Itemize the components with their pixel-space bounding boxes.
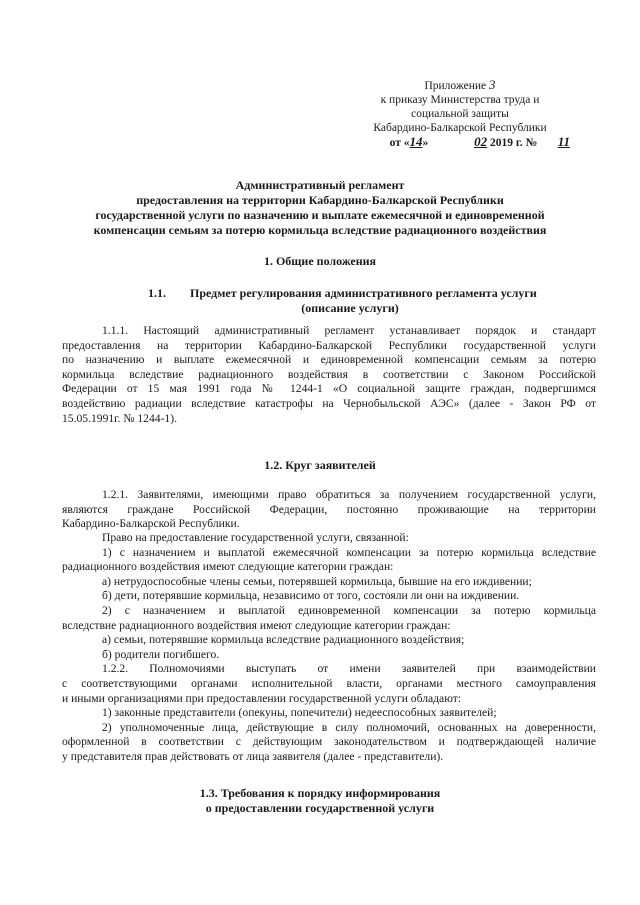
annex-order-number: 11 (557, 134, 570, 149)
section-heading-1: 1. Общие положения (263, 254, 377, 268)
document-title: Административный регламент предоставления на территории Кабардино-Балкарской Республики государственной услуги по назначению и выплате ежемесячной и единовременной компенсации семьям за потерю кормильца вследствие радиационного воздействия (93, 178, 547, 237)
annex-block (340, 78, 580, 150)
subsection-heading-1-1: 1.1. Предмет регулирования административного регламента услуги (описание услуги) (148, 286, 537, 315)
annex-month: 02 (474, 134, 488, 149)
annex-title: Приложение 3 (424, 77, 496, 92)
annex-day: 14 (409, 134, 423, 149)
section-heading-1-3: 1.3. Требования к порядку информирования о предоставлении государственной услуги (199, 786, 441, 815)
paragraph-1-1-1: 1.1.1. Настоящий административный регламент устанавливает порядок и стандарт предоставления на территории Кабардино-Балкарской Республики государственной услуги по назначению и выплате ежемесячной и единовременной компенсации семьям за потерю кормильца вследствие радиационного воздействия в соответствии с Законом Российской Федерации от 15 мая 1991 года № 1244-1 «О социальной защите граждан, подвергшимся воздействию радиации вследствие катастрофы на Чернобыльской АЭС» (далее - Закон РФ от 15.05.1991г. № 1244-1). (62, 324, 596, 425)
annex-line-2: к приказу Министерства труда и (380, 94, 540, 106)
section-heading-1-2: 1.2. Круг заявителей (264, 458, 376, 472)
annex-line-4: Кабардино-Балкарской Республики (373, 122, 547, 134)
paragraph-1-2-1: 1.2.1. Заявителями, имеющими право обратиться за получением государственной услуги, являются граждане Российской Федерации, постоянно проживающие на территории Кабардино-Балкарской Республики. (62, 488, 596, 531)
annex-line-3: социальной защиты (411, 108, 509, 120)
paragraph-rights-list: Право на предоставление государственной услуги, связанной: 1) с назначением и выплатой ежемесячной компенсации за потерю кормильца вследствие радиационного воздействия имеют следующие категории граждан: а) нетрудоспособные члены семьи, потерявшей кормильца, бывшие на его иждивении; б) дети, потерявшие кормильца, независимо от того, состояли ли они на иждивении. 2) с назначением и выплатой единовременной компенсации за потерю кормильца вследствие радиационного воздействия имеют следующие категории граждан: а) семьи, потерявшие кормильца вследствие радиационного воздействия; б) родители погибшего. 1.2.2. Полномочиями выступать от имени заявителей при взаимодействии с соответствующими органами исполнительной власти, органами местного самоуправления и иными организациями при предоставлении государственной услуги обладают: 1) законные представители (опекуны, попечители) недееспособных заявителей; 2) уполномоченные лица, действующие в силу полномочий, основанных на доверенности, оформленной в соответствии с действующим законодательством и подтверждающей наличие у представителя прав действовать от лица заявителя (далее - представители). (62, 531, 596, 763)
annex-date-line: от «14» 02 2019 г. № 11 (389, 134, 570, 149)
annex-number: 3 (489, 77, 496, 92)
